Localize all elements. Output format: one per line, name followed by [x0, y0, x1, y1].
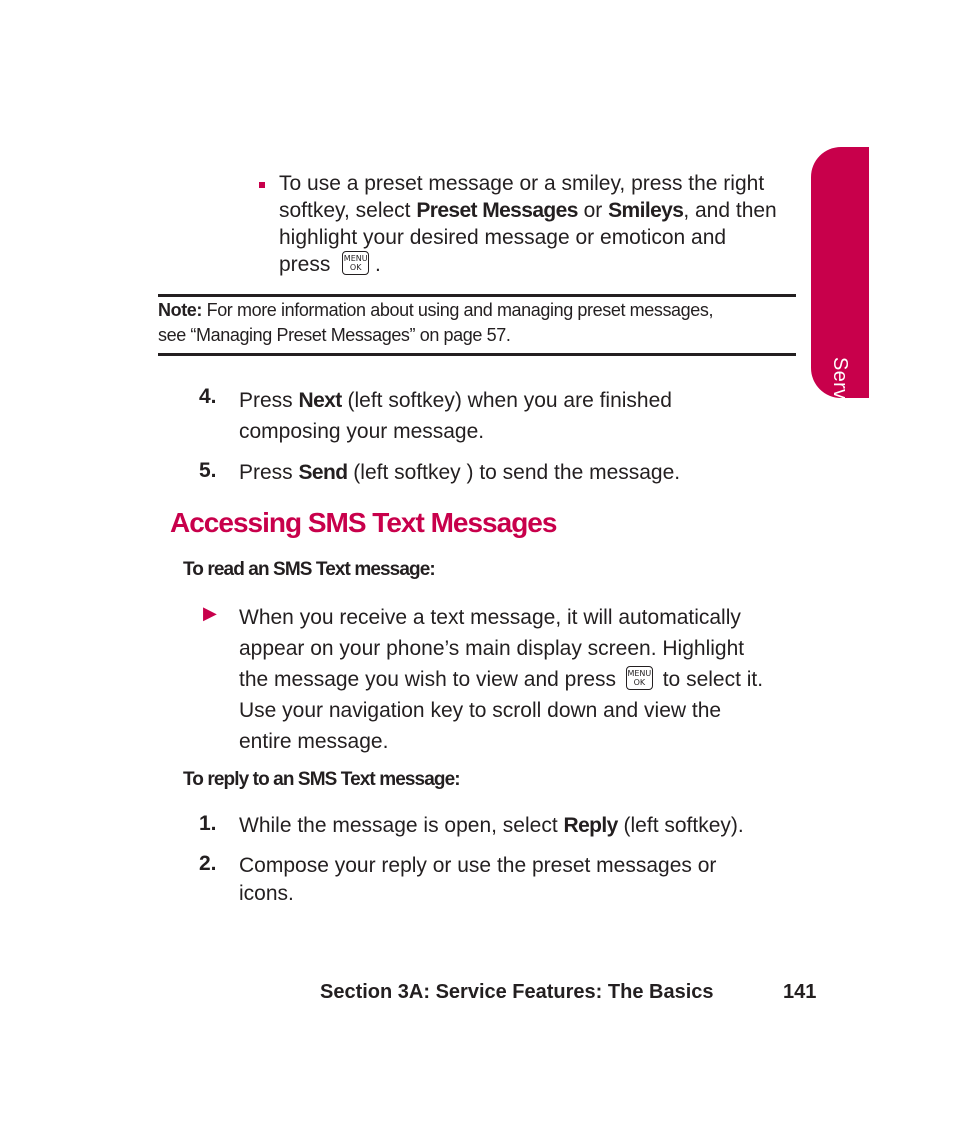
read-line-5: entire message. — [239, 730, 389, 753]
menu-key-top: MENU — [627, 669, 652, 679]
step-2-line-2: icons. — [239, 882, 294, 905]
step-2-number: 2. — [199, 852, 217, 875]
preset-line-4-post: . — [375, 253, 381, 276]
step-4-text — [239, 385, 672, 447]
section-heading: Accessing SMS Text Messages — [170, 507, 557, 538]
step-4-line-1 — [239, 385, 672, 416]
step-5-post: (left softkey ) to send the message. — [347, 461, 681, 484]
triangle-bullet-icon: ▶ — [203, 603, 217, 623]
note-line-1-text: For more information about using and managing preset messages, — [202, 300, 714, 320]
menu-ok-key-icon — [626, 666, 653, 690]
note-label: Note: — [158, 300, 202, 320]
menu-ok-key-icon — [342, 251, 369, 275]
menu-key-bottom: OK — [349, 263, 362, 273]
preset-line-2-post: , and then — [683, 199, 777, 222]
footer-section-title: Section 3A: Service Features: The Basics — [320, 981, 714, 1003]
preset-line-2 — [279, 197, 799, 224]
step-4-pre: Press — [239, 389, 299, 412]
preset-line-2-mid: or — [577, 199, 609, 222]
step-4-line-2: composing your message. — [239, 420, 485, 443]
read-line-3 — [239, 664, 763, 695]
step-1-text — [239, 812, 744, 839]
step-4-post: (left softkey) when you are finished — [341, 389, 672, 412]
step-1-post: (left softkey). — [617, 814, 744, 837]
send-softkey-term: Send — [298, 461, 348, 484]
footer-page-number: 141 — [783, 981, 817, 1003]
preset-messages-term: Preset Messages — [416, 199, 578, 222]
menu-key-top: MENU — [343, 254, 368, 264]
note-top-rule — [158, 294, 796, 297]
read-line-4: Use your navigation key to scroll down and view the — [239, 699, 722, 722]
note-line-1 — [158, 298, 713, 323]
read-line-3-pre: the message you wish to view and press — [239, 668, 617, 691]
step-2-line-1: Compose your reply or use the preset messages or — [239, 854, 717, 877]
step-5-number: 5. — [199, 459, 217, 482]
note-line-2: see “Managing Preset Messages” on page 57. — [158, 325, 511, 345]
step-1-pre: While the message is open, select — [239, 814, 564, 837]
read-sms-subhead: To read an SMS Text message: — [183, 559, 435, 580]
preset-line-2-pre: softkey, select — [279, 199, 417, 222]
menu-key-bottom: OK — [633, 678, 646, 688]
reply-softkey-term: Reply — [563, 814, 618, 837]
preset-line-3: highlight your desired message or emoticon and — [279, 226, 727, 249]
read-line-3-post: to select it. — [662, 668, 764, 691]
step-2-text — [239, 852, 716, 908]
preset-line-4-pre: press — [279, 253, 331, 276]
next-softkey-term: Next — [298, 389, 342, 412]
side-tab-label: Service Features — [829, 357, 851, 513]
step-5-text — [239, 459, 680, 486]
preset-line-1: To use a preset message or a smiley, press the right — [279, 172, 765, 195]
preset-line-4 — [279, 251, 799, 278]
reply-sms-subhead: To reply to an SMS Text message: — [183, 769, 460, 790]
preset-bullet-text — [279, 170, 799, 278]
read-bullet-text — [239, 602, 763, 757]
read-line-2: appear on your phone’s main display screen. Highlight — [239, 637, 745, 660]
step-1-number: 1. — [199, 812, 217, 835]
read-line-1: When you receive a text message, it will automatically — [239, 606, 741, 629]
smileys-term: Smileys — [608, 199, 684, 222]
step-5-pre: Press — [239, 461, 299, 484]
square-bullet-icon — [259, 182, 265, 188]
step-4-number: 4. — [199, 385, 217, 408]
note-text — [158, 298, 713, 348]
note-bottom-rule — [158, 353, 796, 356]
